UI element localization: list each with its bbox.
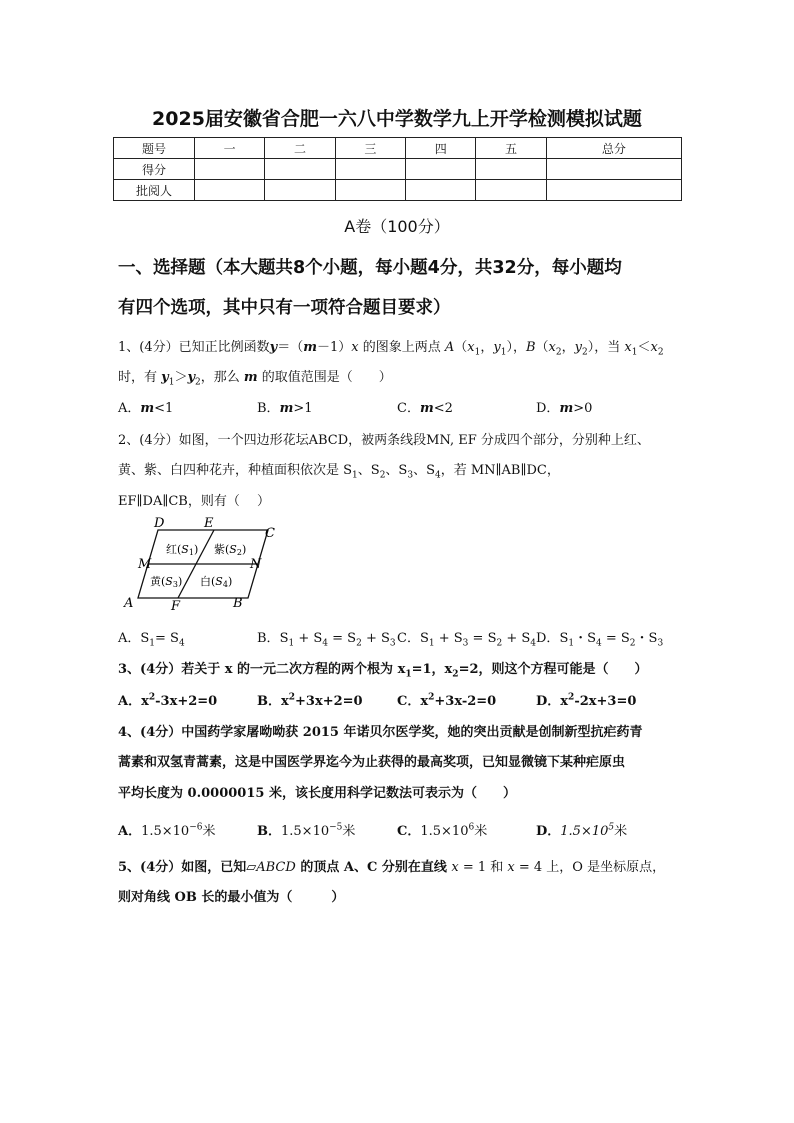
question-3-line-1: 3、(4分）若关于 x 的一元二次方程的两个根为 $x_1=1$，$x_2=2$，则这个方程可能是（ ） [118, 662, 648, 680]
question-1-line-2: 时，有 $y_1>y_2$，那么 m 的取值范围是（ ） [118, 370, 392, 388]
score-table-cell [476, 180, 546, 201]
score-table-cell [335, 159, 405, 180]
question-2-option-c: C．$S_1 + S_3 = S_2 + S_4$ [397, 631, 537, 649]
question-3-option-d: D．$x^2-2x+3=0$ [536, 692, 637, 709]
question-4-line-2: 蒿素和双氢青蒿素，这是中国医学界迄今为止获得的最高奖项，已知显微镜下某种疟原虫 [118, 755, 626, 770]
vertex-label-b: B [233, 596, 243, 611]
score-table-cell [546, 180, 681, 201]
score-table-cell [195, 180, 265, 201]
question-3-option-b: B．$x^2+3x+2=0$ [257, 692, 363, 709]
score-table-row [114, 159, 682, 180]
point-label-m: M [138, 557, 152, 572]
question-2-option-b: B．$S_1 + S_4 = S_2 + S_3$ [257, 631, 396, 649]
vertex-label-a: A [124, 596, 134, 611]
question-2-line-3: EF∥DA∥CB，则有（ ） [118, 494, 270, 509]
score-table-cell [265, 180, 335, 201]
score-table-cell: 三 [335, 138, 405, 159]
question-4-line-3: 平均长度为 0.0000015 米，该长度用科学记数法可表示为（ ） [118, 786, 516, 801]
exam-title: 2025届安徽省合肥一六八中学数学九上开学检测模拟试题 [152, 108, 642, 130]
score-table-cell [195, 159, 265, 180]
score-table [113, 137, 682, 201]
section-heading-continued: 有四个选项，其中只有一项符合题目要求） [118, 298, 451, 318]
question-4-option-d: D．$1.5\times 10^5$米 [536, 822, 628, 839]
score-table-cell: 一 [195, 138, 265, 159]
score-table-cell: 题号 [114, 138, 195, 159]
score-table-cell: 总分 [546, 138, 681, 159]
question-4-line-1: 4、(4分）中国药学家屠呦呦获 2015 年诺贝尔医学奖，她的突出贡献是创制新型抗疟药青 [118, 725, 643, 740]
question-2-line-1: 2、(4分）如图，一个四边形花坛ABCD，被两条线段MN, EF 分成四个部分，分别种上红、 [118, 433, 650, 448]
score-table-cell [335, 180, 405, 201]
question-5-line-1: 5、(4分）如图，已知▱ABCD 的顶点 A、C 分别在直线 x = 1 和 x = 4 上，O 是坐标原点， [118, 860, 666, 875]
question-4-option-b: B．$1.5\times 10^{-5}$米 [257, 822, 356, 839]
question-2-option-d: D．$S_1$・$S_4 = S_2$・$S_3$ [536, 631, 664, 649]
point-label-e: E [204, 516, 214, 531]
parallelogram-figure [118, 516, 288, 612]
score-table-cell: 四 [406, 138, 476, 159]
point-label-f: F [171, 599, 181, 612]
score-table-cell [546, 159, 681, 180]
score-table-cell [476, 159, 546, 180]
vertex-label-c: C [265, 526, 275, 541]
question-2-line-2: 黄、紫、白四种花卉，种植面积依次是 $S_1$、$S_2$、$S_3$、$S_4$，若 MN∥AB∥DC， [118, 463, 560, 481]
question-1-option-b: B．m>1 [257, 401, 313, 416]
volume-heading: A卷（100分） [344, 217, 450, 236]
score-table-cell [406, 159, 476, 180]
score-table-cell: 批阅人 [114, 180, 195, 201]
section-heading: 一、选择题（本大题共8个小题，每小题4分，共32分，每小题均 [118, 258, 622, 278]
question-4-option-a: A．$1.5\times 10^{-6}$米 [118, 822, 216, 839]
question-5-line-2: 则对角线 OB 长的最小值为（ ） [118, 890, 345, 905]
question-4-option-c: C．$1.5\times 10^6$米 [397, 822, 488, 839]
question-1-option-a: A．m<1 [118, 401, 174, 416]
question-3-option-c: C．$x^2+3x-2=0$ [397, 692, 497, 709]
region-label-yellow: 黄(S3) [150, 575, 183, 589]
region-label-white: 白(S4) [200, 575, 233, 589]
score-table-cell [265, 159, 335, 180]
score-table-cell [406, 180, 476, 201]
vertex-label-d: D [154, 516, 165, 531]
region-label-red: 红(S1) [166, 543, 199, 557]
score-table-cell: 五 [476, 138, 546, 159]
question-1-line-1: 1、(4分）已知正比例函数y＝（m－1）x 的图象上两点 $A(x_1$，$y_1$），$B(x_2$，$y_2$），当 $x_1<x_2$ [118, 340, 664, 358]
region-label-purple: 紫(S2) [214, 543, 247, 557]
score-table-cell: 二 [265, 138, 335, 159]
score-table-row [114, 180, 682, 201]
score-table-cell: 得分 [114, 159, 195, 180]
score-table-header-row [114, 138, 682, 159]
question-2-option-a: A．$S_1= S_4$ [118, 631, 185, 649]
question-3-option-a: A．$x^2-3x+2=0$ [118, 692, 218, 709]
question-1-option-c: C．m<2 [397, 401, 453, 416]
point-label-n: N [250, 557, 262, 572]
question-1-option-d: D．m>0 [536, 401, 593, 416]
